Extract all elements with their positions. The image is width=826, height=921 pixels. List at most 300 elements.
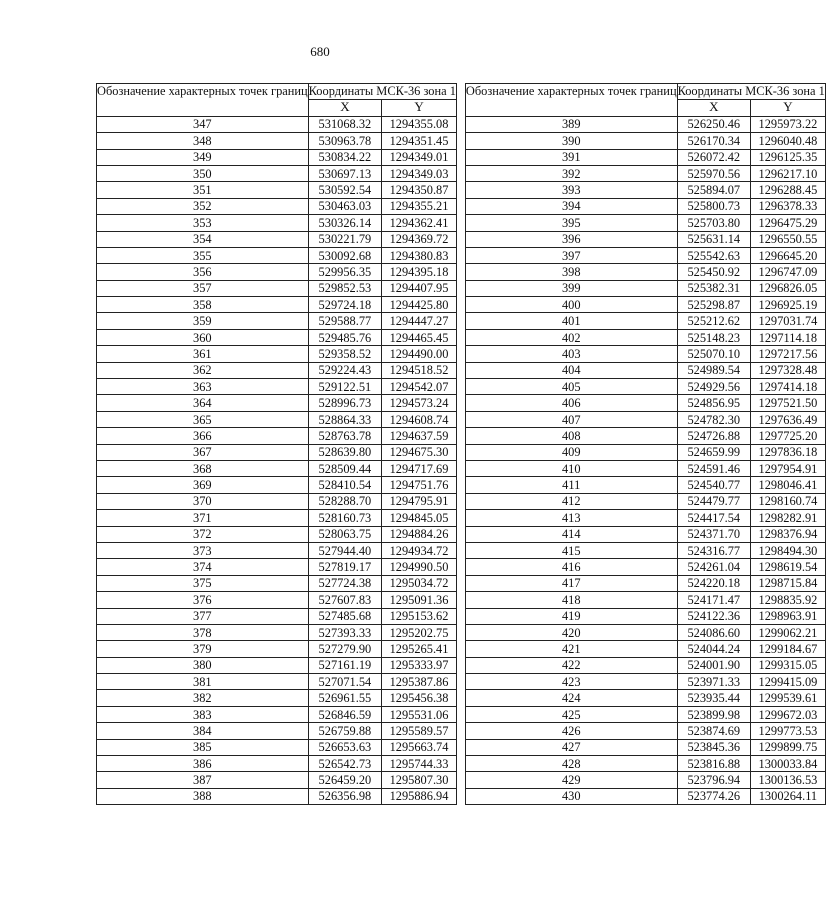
table-row: [465, 772, 825, 788]
point-id: 371: [97, 510, 309, 526]
y-coordinate: 1294518.52: [382, 362, 457, 378]
point-id: 366: [97, 428, 309, 444]
y-coordinate: 1294369.72: [382, 231, 457, 247]
table-row: [97, 772, 457, 788]
x-coordinate: 527724.38: [308, 575, 381, 591]
point-id: 397: [465, 247, 677, 263]
y-coordinate: 1299773.53: [751, 723, 826, 739]
table-row: [465, 362, 825, 378]
table-row: [97, 674, 457, 690]
y-coordinate: 1294407.95: [382, 280, 457, 296]
x-coordinate: 527393.33: [308, 624, 381, 640]
y-coordinate: 1294990.50: [382, 559, 457, 575]
point-id: 418: [465, 592, 677, 608]
x-coordinate: 524726.88: [677, 428, 750, 444]
x-coordinate: 525800.73: [677, 198, 750, 214]
x-coordinate: 527607.83: [308, 592, 381, 608]
point-id: 410: [465, 460, 677, 476]
y-coordinate: 1299672.03: [751, 706, 826, 722]
table-row: [97, 477, 457, 493]
y-coordinate: 1294447.27: [382, 313, 457, 329]
table-row: [97, 510, 457, 526]
point-id: 425: [465, 706, 677, 722]
table-row: [97, 198, 457, 214]
x-coordinate: 523816.88: [677, 756, 750, 772]
y-coordinate: 1299899.75: [751, 739, 826, 755]
table-row: [465, 264, 825, 280]
point-id: 400: [465, 297, 677, 313]
point-id: 349: [97, 149, 309, 165]
table-row: [465, 444, 825, 460]
x-coordinate: 528639.80: [308, 444, 381, 460]
table-row: [465, 280, 825, 296]
table-row: [465, 182, 825, 198]
point-id: 381: [97, 674, 309, 690]
table-row: [465, 297, 825, 313]
y-coordinate: 1296826.05: [751, 280, 826, 296]
x-coordinate: 523971.33: [677, 674, 750, 690]
table-row: [465, 477, 825, 493]
x-coordinate: 524856.95: [677, 395, 750, 411]
x-coordinate: 524261.04: [677, 559, 750, 575]
y-coordinate: 1298376.94: [751, 526, 826, 542]
x-coordinate: 529485.76: [308, 329, 381, 345]
y-coordinate: 1294465.45: [382, 329, 457, 345]
table-body-left: [97, 116, 457, 804]
table-row: [97, 608, 457, 624]
table-row: [97, 215, 457, 231]
y-coordinate: 1297521.50: [751, 395, 826, 411]
table-row: [97, 575, 457, 591]
x-coordinate: 524479.77: [677, 493, 750, 509]
x-coordinate: 524044.24: [677, 641, 750, 657]
y-coordinate: 1296475.29: [751, 215, 826, 231]
table-row: [465, 133, 825, 149]
point-id: 388: [97, 788, 309, 804]
y-coordinate: 1295202.75: [382, 624, 457, 640]
x-coordinate: 529588.77: [308, 313, 381, 329]
point-id: 416: [465, 559, 677, 575]
y-coordinate: 1300033.84: [751, 756, 826, 772]
point-id: 374: [97, 559, 309, 575]
header-x: X: [677, 100, 750, 116]
table-row: [465, 215, 825, 231]
x-coordinate: 527485.68: [308, 608, 381, 624]
point-id: 354: [97, 231, 309, 247]
y-coordinate: 1298963.91: [751, 608, 826, 624]
x-coordinate: 525894.07: [677, 182, 750, 198]
point-id: 378: [97, 624, 309, 640]
table-row: [97, 526, 457, 542]
table-row: [465, 723, 825, 739]
point-id: 394: [465, 198, 677, 214]
table-row: [97, 690, 457, 706]
table-row: [465, 641, 825, 657]
x-coordinate: 524659.99: [677, 444, 750, 460]
header-coords-title: Координаты МСК-36 зона 1: [677, 84, 825, 98]
table-row: [465, 165, 825, 181]
header-designation: Обозначение характерных точек границ: [465, 84, 677, 117]
y-coordinate: 1294608.74: [382, 411, 457, 427]
x-coordinate: 529724.18: [308, 297, 381, 313]
x-coordinate: 523935.44: [677, 690, 750, 706]
point-id: 356: [97, 264, 309, 280]
point-id: 369: [97, 477, 309, 493]
y-coordinate: 1295886.94: [382, 788, 457, 804]
x-coordinate: 525298.87: [677, 297, 750, 313]
x-coordinate: 530697.13: [308, 165, 381, 181]
y-coordinate: 1294542.07: [382, 379, 457, 395]
point-id: 367: [97, 444, 309, 460]
table-row: [97, 559, 457, 575]
y-coordinate: 1295973.22: [751, 116, 826, 132]
point-id: 395: [465, 215, 677, 231]
coordinates-table-left: [96, 83, 457, 805]
point-id: 347: [97, 116, 309, 132]
y-coordinate: 1297414.18: [751, 379, 826, 395]
x-coordinate: 523899.98: [677, 706, 750, 722]
y-coordinate: 1296378.33: [751, 198, 826, 214]
x-coordinate: 527161.19: [308, 657, 381, 673]
x-coordinate: 530221.79: [308, 231, 381, 247]
table-row: [465, 608, 825, 624]
point-id: 391: [465, 149, 677, 165]
y-coordinate: 1294355.21: [382, 198, 457, 214]
table-row: [465, 116, 825, 132]
x-coordinate: 523874.69: [677, 723, 750, 739]
table-row: [97, 313, 457, 329]
point-id: 406: [465, 395, 677, 411]
x-coordinate: 526072.42: [677, 149, 750, 165]
y-coordinate: 1295333.97: [382, 657, 457, 673]
table-row: [465, 379, 825, 395]
x-coordinate: 524417.54: [677, 510, 750, 526]
point-id: 385: [97, 739, 309, 755]
y-coordinate: 1298715.84: [751, 575, 826, 591]
y-coordinate: 1295589.57: [382, 723, 457, 739]
point-id: 409: [465, 444, 677, 460]
x-coordinate: 528996.73: [308, 395, 381, 411]
table-row: [465, 526, 825, 542]
table-row: [97, 592, 457, 608]
x-coordinate: 528288.70: [308, 493, 381, 509]
point-id: 357: [97, 280, 309, 296]
point-id: 424: [465, 690, 677, 706]
y-coordinate: 1297328.48: [751, 362, 826, 378]
point-id: 415: [465, 542, 677, 558]
y-coordinate: 1295456.38: [382, 690, 457, 706]
x-coordinate: 524086.60: [677, 624, 750, 640]
x-coordinate: 529358.52: [308, 346, 381, 362]
table-row: [465, 510, 825, 526]
x-coordinate: 524591.46: [677, 460, 750, 476]
y-coordinate: 1295091.36: [382, 592, 457, 608]
x-coordinate: 524220.18: [677, 575, 750, 591]
point-id: 403: [465, 346, 677, 362]
point-id: 377: [97, 608, 309, 624]
x-coordinate: 528410.54: [308, 477, 381, 493]
y-coordinate: 1294717.69: [382, 460, 457, 476]
y-coordinate: 1295663.74: [382, 739, 457, 755]
point-id: 390: [465, 133, 677, 149]
header-y: Y: [751, 100, 826, 116]
table-row: [97, 297, 457, 313]
y-coordinate: 1295387.86: [382, 674, 457, 690]
table-row: [465, 346, 825, 362]
y-coordinate: 1294362.41: [382, 215, 457, 231]
x-coordinate: 525070.10: [677, 346, 750, 362]
x-coordinate: 524929.56: [677, 379, 750, 395]
point-id: 353: [97, 215, 309, 231]
point-id: 413: [465, 510, 677, 526]
y-coordinate: 1294355.08: [382, 116, 457, 132]
point-id: 350: [97, 165, 309, 181]
y-coordinate: 1294884.26: [382, 526, 457, 542]
point-id: 370: [97, 493, 309, 509]
table-row: [465, 690, 825, 706]
x-coordinate: 524782.30: [677, 411, 750, 427]
table-row: [465, 657, 825, 673]
table-row: [97, 493, 457, 509]
table-row: [465, 329, 825, 345]
point-id: 364: [97, 395, 309, 411]
point-id: 352: [97, 198, 309, 214]
y-coordinate: 1294490.00: [382, 346, 457, 362]
point-id: 411: [465, 477, 677, 493]
table-row: [465, 624, 825, 640]
y-coordinate: 1298835.92: [751, 592, 826, 608]
point-id: 421: [465, 641, 677, 657]
table-row: [465, 542, 825, 558]
table-row: [97, 444, 457, 460]
x-coordinate: 526250.46: [677, 116, 750, 132]
x-coordinate: 525148.23: [677, 329, 750, 345]
x-coordinate: 526846.59: [308, 706, 381, 722]
table-row: [97, 542, 457, 558]
y-coordinate: 1296550.55: [751, 231, 826, 247]
point-id: 348: [97, 133, 309, 149]
point-id: 408: [465, 428, 677, 444]
point-id: 401: [465, 313, 677, 329]
x-coordinate: 530326.14: [308, 215, 381, 231]
y-coordinate: 1296125.35: [751, 149, 826, 165]
x-coordinate: 529122.51: [308, 379, 381, 395]
x-coordinate: 523845.36: [677, 739, 750, 755]
x-coordinate: 525382.31: [677, 280, 750, 296]
table-row: [97, 788, 457, 804]
table-row: [97, 231, 457, 247]
y-coordinate: 1296217.10: [751, 165, 826, 181]
table-row: [97, 411, 457, 427]
x-coordinate: 524540.77: [677, 477, 750, 493]
y-coordinate: 1295807.30: [382, 772, 457, 788]
table-row: [465, 411, 825, 427]
table-row: [97, 428, 457, 444]
table-row: [97, 460, 457, 476]
y-coordinate: 1296645.20: [751, 247, 826, 263]
coordinates-tables: [96, 83, 826, 805]
point-id: 399: [465, 280, 677, 296]
y-coordinate: 1298160.74: [751, 493, 826, 509]
y-coordinate: 1294934.72: [382, 542, 457, 558]
x-coordinate: 526459.20: [308, 772, 381, 788]
x-coordinate: 530834.22: [308, 149, 381, 165]
point-id: 412: [465, 493, 677, 509]
point-id: 387: [97, 772, 309, 788]
point-id: 422: [465, 657, 677, 673]
x-coordinate: 530092.68: [308, 247, 381, 263]
x-coordinate: 528509.44: [308, 460, 381, 476]
table-row: [97, 739, 457, 755]
y-coordinate: 1295034.72: [382, 575, 457, 591]
y-coordinate: 1294395.18: [382, 264, 457, 280]
header-y: Y: [382, 100, 457, 116]
y-coordinate: 1295153.62: [382, 608, 457, 624]
x-coordinate: 530963.78: [308, 133, 381, 149]
x-coordinate: 528160.73: [308, 510, 381, 526]
point-id: 384: [97, 723, 309, 739]
point-id: 396: [465, 231, 677, 247]
x-coordinate: 527819.17: [308, 559, 381, 575]
table-row: [465, 592, 825, 608]
table-row: [465, 756, 825, 772]
point-id: 428: [465, 756, 677, 772]
x-coordinate: 526961.55: [308, 690, 381, 706]
table-row: [465, 198, 825, 214]
table-row: [97, 280, 457, 296]
x-coordinate: 526170.34: [677, 133, 750, 149]
page-number: 680: [310, 44, 330, 59]
y-coordinate: 1299315.05: [751, 657, 826, 673]
x-coordinate: 529956.35: [308, 264, 381, 280]
point-id: 398: [465, 264, 677, 280]
y-coordinate: 1299539.61: [751, 690, 826, 706]
y-coordinate: 1294845.05: [382, 510, 457, 526]
y-coordinate: 1294751.76: [382, 477, 457, 493]
table-row: [97, 641, 457, 657]
table-row: [97, 723, 457, 739]
y-coordinate: 1299184.67: [751, 641, 826, 657]
table-row: [97, 379, 457, 395]
x-coordinate: 526653.63: [308, 739, 381, 755]
table-row: [97, 329, 457, 345]
y-coordinate: 1294573.24: [382, 395, 457, 411]
point-id: 375: [97, 575, 309, 591]
table-row: [465, 460, 825, 476]
y-coordinate: 1294425.80: [382, 297, 457, 313]
table-row: [465, 149, 825, 165]
table-row: [97, 182, 457, 198]
point-id: 361: [97, 346, 309, 362]
point-id: 389: [465, 116, 677, 132]
table-row: [465, 247, 825, 263]
y-coordinate: 1297031.74: [751, 313, 826, 329]
table-row: [465, 493, 825, 509]
x-coordinate: 530463.03: [308, 198, 381, 214]
x-coordinate: 523796.94: [677, 772, 750, 788]
table-row: [465, 739, 825, 755]
x-coordinate: 526759.88: [308, 723, 381, 739]
point-id: 379: [97, 641, 309, 657]
table-row: [97, 116, 457, 132]
y-coordinate: 1298282.91: [751, 510, 826, 526]
point-id: 402: [465, 329, 677, 345]
point-id: 373: [97, 542, 309, 558]
y-coordinate: 1296040.48: [751, 133, 826, 149]
table-row: [97, 362, 457, 378]
table-row: [97, 657, 457, 673]
x-coordinate: 527071.54: [308, 674, 381, 690]
y-coordinate: 1294380.83: [382, 247, 457, 263]
table-row: [465, 428, 825, 444]
y-coordinate: 1298046.41: [751, 477, 826, 493]
table-row: [97, 149, 457, 165]
x-coordinate: 527944.40: [308, 542, 381, 558]
point-id: 417: [465, 575, 677, 591]
table-body-right: [465, 116, 825, 804]
y-coordinate: 1294351.45: [382, 133, 457, 149]
x-coordinate: 524316.77: [677, 542, 750, 558]
x-coordinate: 525631.14: [677, 231, 750, 247]
x-coordinate: 523774.26: [677, 788, 750, 804]
header-coords-title: Координаты МСК-36 зона 1: [308, 84, 456, 98]
point-id: 383: [97, 706, 309, 722]
y-coordinate: 1297836.18: [751, 444, 826, 460]
y-coordinate: 1297725.20: [751, 428, 826, 444]
x-coordinate: 525450.92: [677, 264, 750, 280]
x-coordinate: 524001.90: [677, 657, 750, 673]
point-id: 420: [465, 624, 677, 640]
y-coordinate: 1298619.54: [751, 559, 826, 575]
x-coordinate: 529852.53: [308, 280, 381, 296]
y-coordinate: 1296925.19: [751, 297, 826, 313]
point-id: 423: [465, 674, 677, 690]
x-coordinate: 525970.56: [677, 165, 750, 181]
y-coordinate: 1295531.06: [382, 706, 457, 722]
y-coordinate: 1294637.59: [382, 428, 457, 444]
x-coordinate: 527279.90: [308, 641, 381, 657]
point-id: 359: [97, 313, 309, 329]
x-coordinate: 525542.63: [677, 247, 750, 263]
table-row: [465, 559, 825, 575]
table-row: [465, 313, 825, 329]
point-id: 427: [465, 739, 677, 755]
y-coordinate: 1294349.03: [382, 165, 457, 181]
point-id: 358: [97, 297, 309, 313]
point-id: 419: [465, 608, 677, 624]
x-coordinate: 524371.70: [677, 526, 750, 542]
point-id: 430: [465, 788, 677, 804]
y-coordinate: 1299062.21: [751, 624, 826, 640]
x-coordinate: 529224.43: [308, 362, 381, 378]
table-row: [97, 706, 457, 722]
point-id: 426: [465, 723, 677, 739]
table-row: [465, 231, 825, 247]
table-row: [97, 165, 457, 181]
point-id: 372: [97, 526, 309, 542]
y-coordinate: 1297954.91: [751, 460, 826, 476]
point-id: 376: [97, 592, 309, 608]
point-id: 386: [97, 756, 309, 772]
point-id: 368: [97, 460, 309, 476]
table-row: [97, 624, 457, 640]
table-row: [97, 346, 457, 362]
y-coordinate: 1294795.91: [382, 493, 457, 509]
y-coordinate: 1295744.33: [382, 756, 457, 772]
y-coordinate: 1295265.41: [382, 641, 457, 657]
y-coordinate: 1298494.30: [751, 542, 826, 558]
y-coordinate: 1299415.09: [751, 674, 826, 690]
